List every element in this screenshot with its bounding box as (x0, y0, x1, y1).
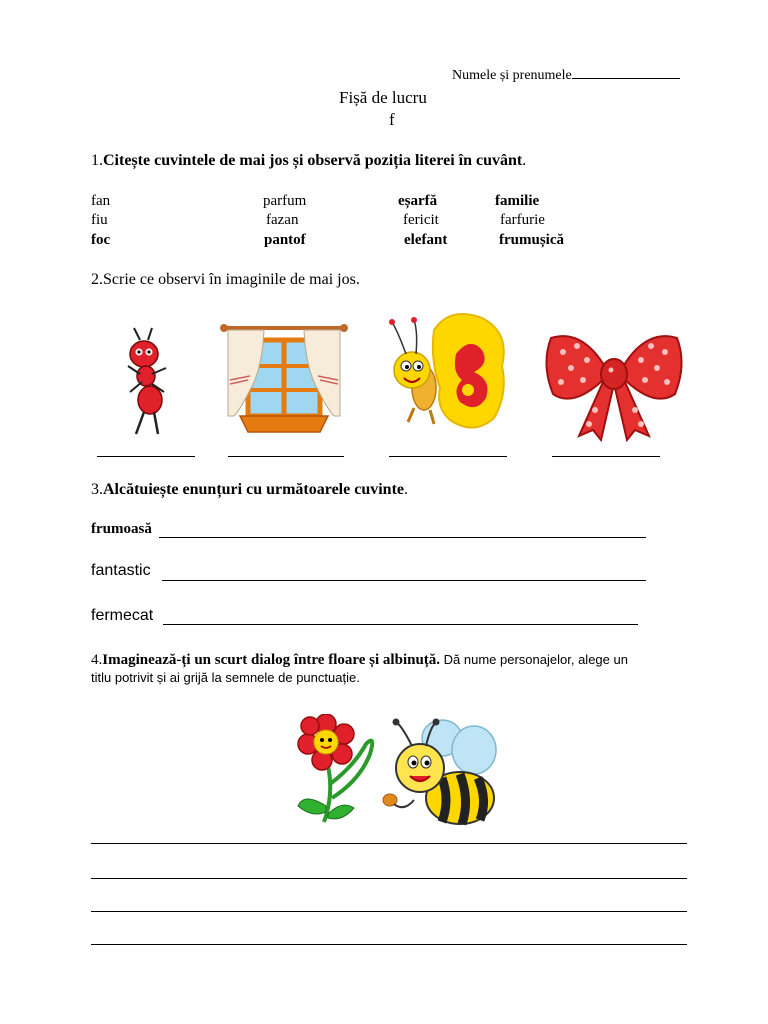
word-foc: foc (91, 232, 111, 248)
dialog-line-4[interactable] (91, 944, 687, 945)
sentence-line-fermecat[interactable] (163, 624, 638, 625)
ex4-detail-2: titlu potrivit și ai grijă la semnele de punctuație. (91, 670, 360, 685)
ex1-instruction (91, 152, 526, 170)
letter-subtitle: f (389, 110, 395, 129)
ex3-word-frumoasa: frumoasă (91, 521, 152, 537)
ex4-instruction (91, 652, 628, 669)
page-title: Fișă de lucru (339, 88, 427, 107)
dialog-line-2[interactable] (91, 878, 687, 879)
dialog-line-1[interactable] (91, 843, 687, 844)
word-fiu: fiu (91, 212, 108, 228)
answer-line-ant[interactable] (97, 456, 195, 457)
word-parfum: parfum (263, 193, 307, 209)
ex1-text: Citește cuvintele de mai jos și observă poziția literei în cuvânt (103, 152, 523, 169)
word-fericit: fericit (403, 212, 439, 228)
word-pantof: pantof (264, 232, 306, 248)
flower-icon (294, 714, 378, 826)
ex1-number: 1. (91, 152, 103, 169)
ex3-text: Alcătuiește enunțuri cu următoarele cuvinte (103, 481, 404, 498)
word-elefant: elefant (404, 232, 448, 248)
answer-line-butterfly[interactable] (389, 456, 507, 457)
sentence-line-fantastic[interactable] (162, 580, 646, 581)
ex3-word-fantastic: fantastic (91, 562, 151, 579)
word-frumusica: frumușică (499, 232, 564, 248)
ex3-instruction (91, 481, 408, 499)
butterfly-icon (378, 310, 520, 438)
sentence-line-frumoasa[interactable] (159, 537, 646, 538)
ex4-number: 4. (91, 652, 103, 668)
ex1-period: . (522, 152, 527, 169)
ex3-period: . (404, 481, 408, 498)
answer-line-window[interactable] (228, 456, 344, 457)
word-esarfa: eșarfă (398, 193, 438, 209)
ex4-text: Imaginează-ți un scurt dialog între floare și albinuță. (102, 652, 441, 668)
word-farfurie: farfurie (500, 212, 545, 228)
window-icon (220, 320, 348, 438)
dialog-line-3[interactable] (91, 911, 687, 912)
ex4-detail-1: Dă nume personajelor, alege un (440, 652, 628, 667)
bow-icon (543, 324, 685, 442)
answer-line-bow[interactable] (552, 456, 660, 457)
name-blank[interactable] (572, 78, 680, 79)
bee-icon (380, 716, 502, 834)
word-familie: familie (495, 193, 540, 209)
name-label: Numele și prenumele (452, 68, 572, 83)
ex2-instruction: 2.Scrie ce observi în imaginile de mai jos. (91, 271, 360, 288)
ex3-word-fermecat: fermecat (91, 607, 154, 624)
ex3-number: 3. (91, 481, 103, 498)
word-fazan: fazan (266, 212, 299, 228)
name-field (452, 68, 680, 84)
ant-icon (122, 326, 172, 438)
word-fan: fan (91, 193, 111, 209)
